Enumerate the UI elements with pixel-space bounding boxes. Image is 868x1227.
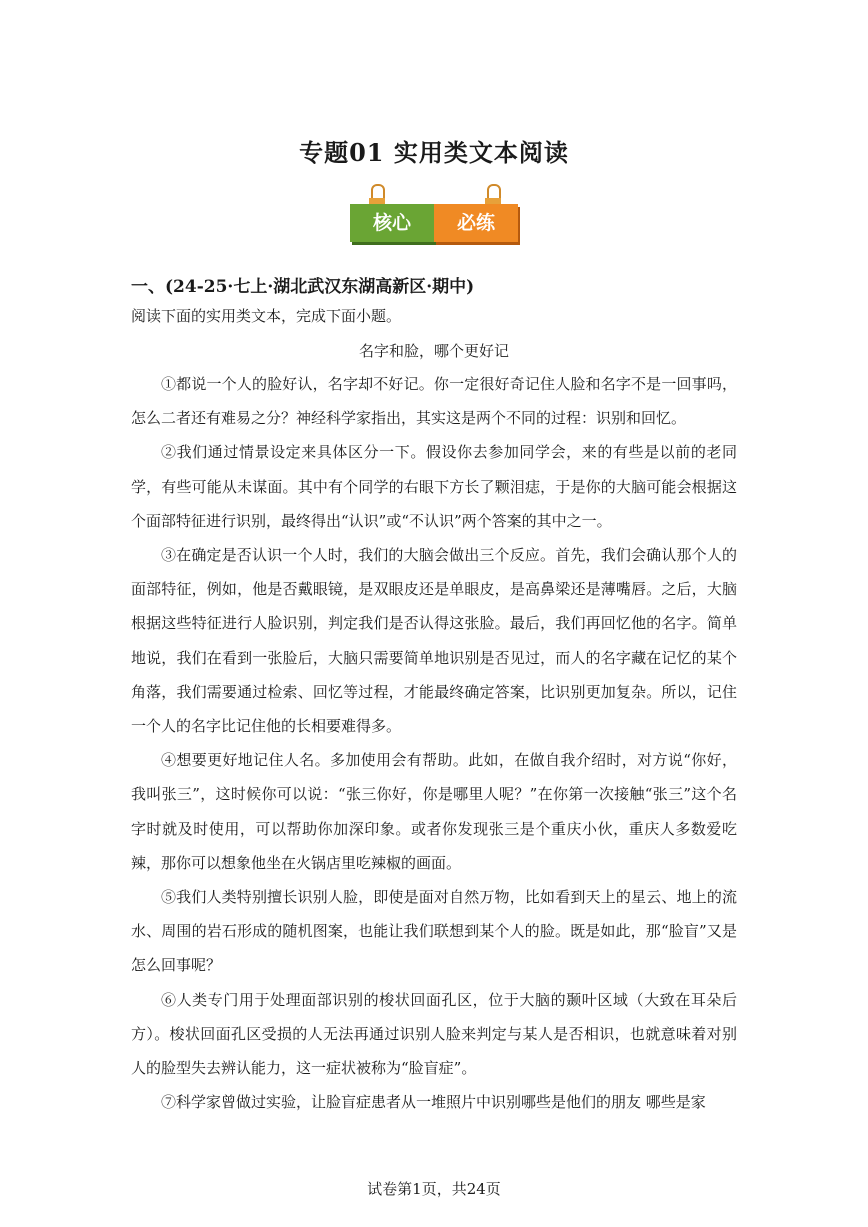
section-heading: 一、(24-25·七上·湖北武汉东湖高新区·期中)	[131, 277, 475, 297]
instructions: 阅读下面的实用类文本，完成下面小题。	[131, 307, 402, 325]
article-paragraph: ⑥人类专门用于处理面部识别的梭状回面孔区，位于大脑的颞叶区域（大致在耳朵后方）。梭状回面孔区受损的人无法再通过识别人脸来判定与某人是否相识，也就意味着对别人的脸型失去辨认能力，这一症状被称为“脸盲症”。	[131, 990, 737, 1078]
article-paragraph: ③在确定是否认识一个人时，我们的大脑会做出三个反应。首先，我们会确认那个人的面部特征，例如，他是否戴眼镜，是双眼皮还是单眼皮，是高鼻梁还是薄嘴唇。之后，大脑根据这些特征进行人脸识别，判定我们是否认得这张脸。最后，我们再回忆他的名字。简单地说，我们在看到一张脸后，大脑只需要简单地识别是否见过，而人的名字藏在记忆的某个角落，我们需要通过检索、回忆等过程，才能最终确定答案，比识别更加复杂。所以，记住一个人的名字比记住他的长相要难得多。	[131, 546, 737, 736]
core-practice-badge	[350, 184, 518, 248]
badge-right-label: 必练	[456, 212, 495, 234]
article-paragraph: ⑤我们人类特别擅长识别人脸，即使是面对自然万物，比如看到天上的星云、地上的流水、周围的岩石形成的随机图案，也能让我们联想到某个人的脸。既是如此，那“脸盲”又是怎么回事呢？	[131, 888, 737, 975]
article-paragraph: ⑦科学家曾做过实验，让脸盲症患者从一堆照片中识别哪些是他们的朋友 哪些是家	[161, 1093, 706, 1112]
badge-right	[434, 204, 518, 242]
article-paragraph: ①都说一个人的脸好认，名字却不好记。你一定很好奇记住人脸和名字不是一回事吗，怎么二者还有难易之分？神经科学家指出，其实这是两个不同的过程：识别和回忆。	[131, 375, 737, 428]
article-paragraph: ②我们通过情景设定来具体区分一下。假设你去参加同学会，来的有些是以前的老同学，有些可能从未谋面。其中有个同学的右眼下方长了颗泪痣，于是你的大脑可能会根据这个面部特征进行识别，最终得出“认识”或“不认识”两个答案的其中之一。	[131, 443, 737, 530]
page-footer: 试卷第1页，共24页	[367, 1180, 501, 1198]
page-title: 专题01 实用类文本阅读	[299, 138, 569, 167]
article-title: 名字和脸，哪个更好记	[358, 342, 509, 360]
badge-left	[350, 204, 434, 242]
article-body	[131, 367, 737, 1119]
article-paragraph: ④想要更好地记住人名。多加使用会有帮助。此如，在做自我介绍时，对方说“你好，我叫张三”，这时候你可以说：“张三你好，你是哪里人呢？”在你第一次接触“张三”这个名字时就及时使用，可以帮助你加深印象。或者你发现张三是个重庆小伙，重庆人多数爱吃辣，那你可以想象他坐在火锅店里吃辣椒的画面。	[131, 751, 737, 872]
badge-left-label: 核心	[372, 212, 411, 234]
